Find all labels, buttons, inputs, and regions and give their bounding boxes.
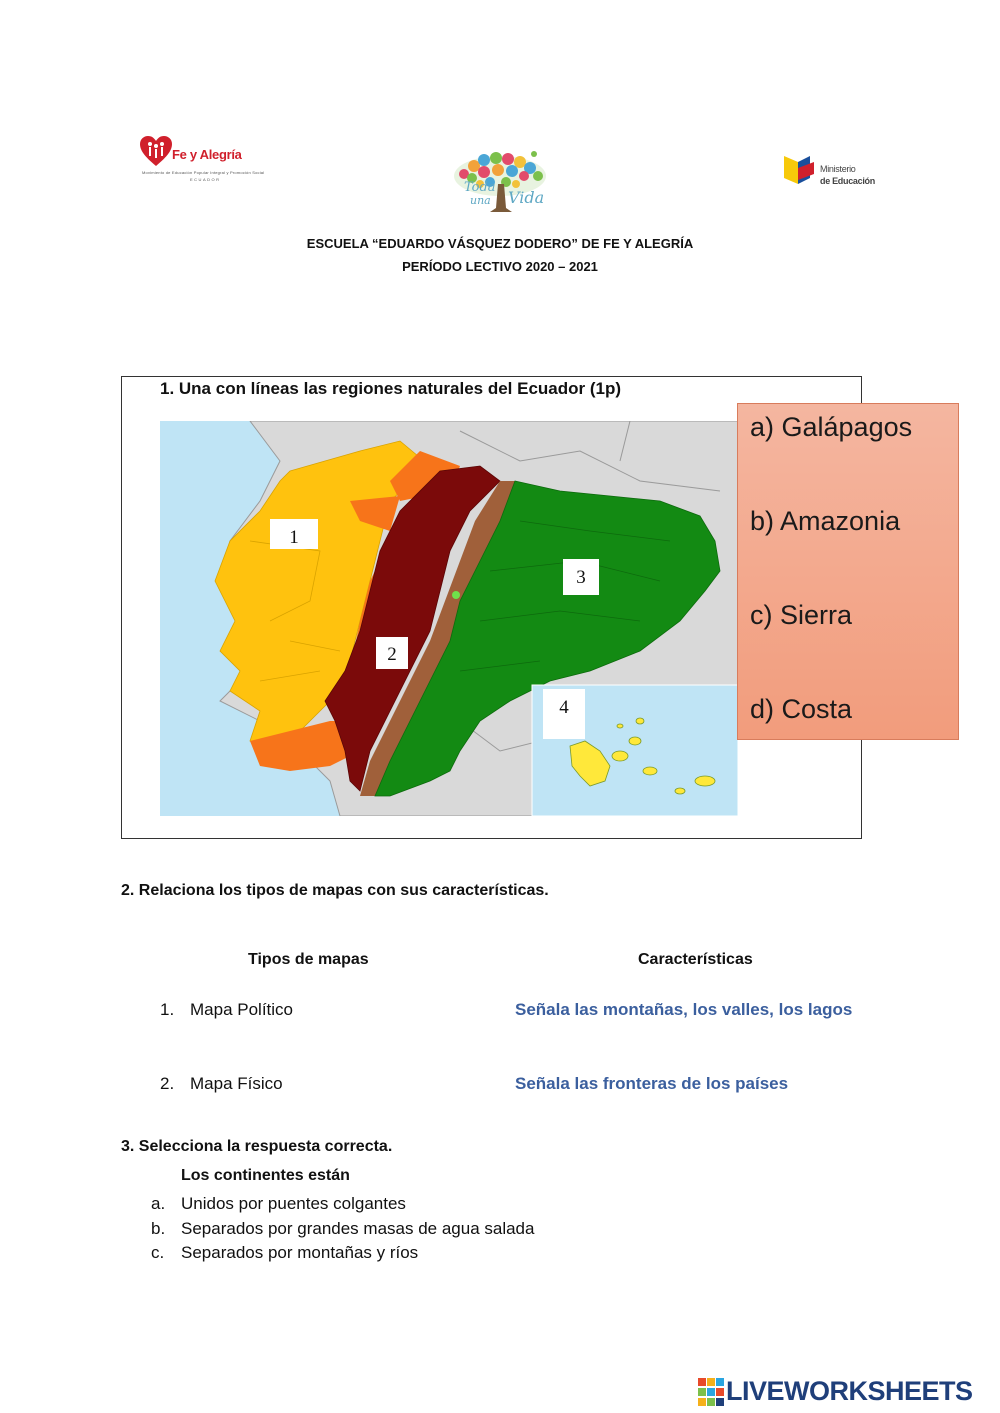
q3-option-c[interactable]: Separados por montañas y ríos (181, 1243, 419, 1262)
q3-option-c-letter: c. (151, 1243, 165, 1262)
school-name: ESCUELA “EDUARDO VÁSQUEZ DODERO” DE FE Y ALEGRÍA (306, 236, 694, 251)
logo-word-vida: Vida (508, 188, 545, 207)
option-sierra[interactable]: c) Sierra (750, 600, 853, 630)
map-type-number-2: 2. (160, 1074, 175, 1093)
option-costa[interactable]: d) Costa (750, 694, 853, 724)
fe-y-alegria-subtitle: Movimiento de Educación Popular Integral y Promoción Social (142, 170, 265, 175)
question3-subtitle: Los continentes están (181, 1167, 350, 1184)
question3-title: 3. Selecciona la respuesta correcta. (121, 1138, 393, 1155)
option-galapagos[interactable]: a) Galápagos (750, 412, 913, 442)
ministerio-line1: Ministerio (820, 164, 856, 174)
ecuador-regions-map[interactable] (160, 421, 738, 816)
ministerio-educacion-logo (784, 154, 876, 194)
map-label-2: 2 (387, 644, 397, 665)
column-header-characteristics: Características (638, 951, 753, 968)
fe-y-alegria-logo (140, 136, 265, 186)
ecuador-map-graphic (160, 421, 738, 816)
fe-y-alegria-country: ECUADOR (190, 177, 221, 182)
characteristic-2[interactable]: Señala las fronteras de los países (515, 1074, 789, 1093)
map-label-1: 1 (289, 527, 299, 548)
option-amazonia[interactable]: b) Amazonia (750, 506, 901, 536)
q3-option-b-letter: b. (151, 1219, 166, 1238)
ministerio-line2: de Educación (820, 176, 875, 186)
map-label-4: 4 (559, 697, 569, 718)
liveworksheets-text: LIVEWORKSHEETS (726, 1376, 973, 1406)
liveworksheets-logo-icon (698, 1378, 724, 1408)
school-period: PERÍODO LECTIVO 2020 – 2021 (402, 259, 598, 274)
question2-title: 2. Relaciona los tipos de mapas con sus características. (121, 882, 549, 899)
toda-una-vida-logo (450, 150, 554, 216)
map-type-fisico[interactable]: Mapa Físico (190, 1074, 283, 1093)
q3-option-a-letter: a. (151, 1194, 166, 1213)
logo-word-una: una (470, 194, 491, 207)
question1-title: 1. Una con líneas las regiones naturales del Ecuador (1p) (160, 379, 622, 398)
map-type-politico[interactable]: Mapa Político (190, 1000, 293, 1019)
map-type-number-1: 1. (160, 1000, 175, 1019)
q3-option-b[interactable]: Separados por grandes masas de agua salada (181, 1219, 535, 1238)
characteristic-1[interactable]: Señala las montañas, los valles, los lagos (515, 1000, 853, 1019)
map-label-3: 3 (576, 567, 586, 588)
fe-y-alegria-name: Fe y Alegría (172, 147, 242, 162)
ministerio-flag-icon (784, 154, 818, 194)
liveworksheets-brand (698, 1376, 994, 1410)
heart-logo-icon (140, 136, 172, 168)
regions-options-box (737, 403, 959, 740)
q3-option-a[interactable]: Unidos por puentes colgantes (181, 1194, 406, 1213)
logo-word-toda: Toda (464, 180, 496, 195)
column-header-types: Tipos de mapas (248, 951, 369, 968)
